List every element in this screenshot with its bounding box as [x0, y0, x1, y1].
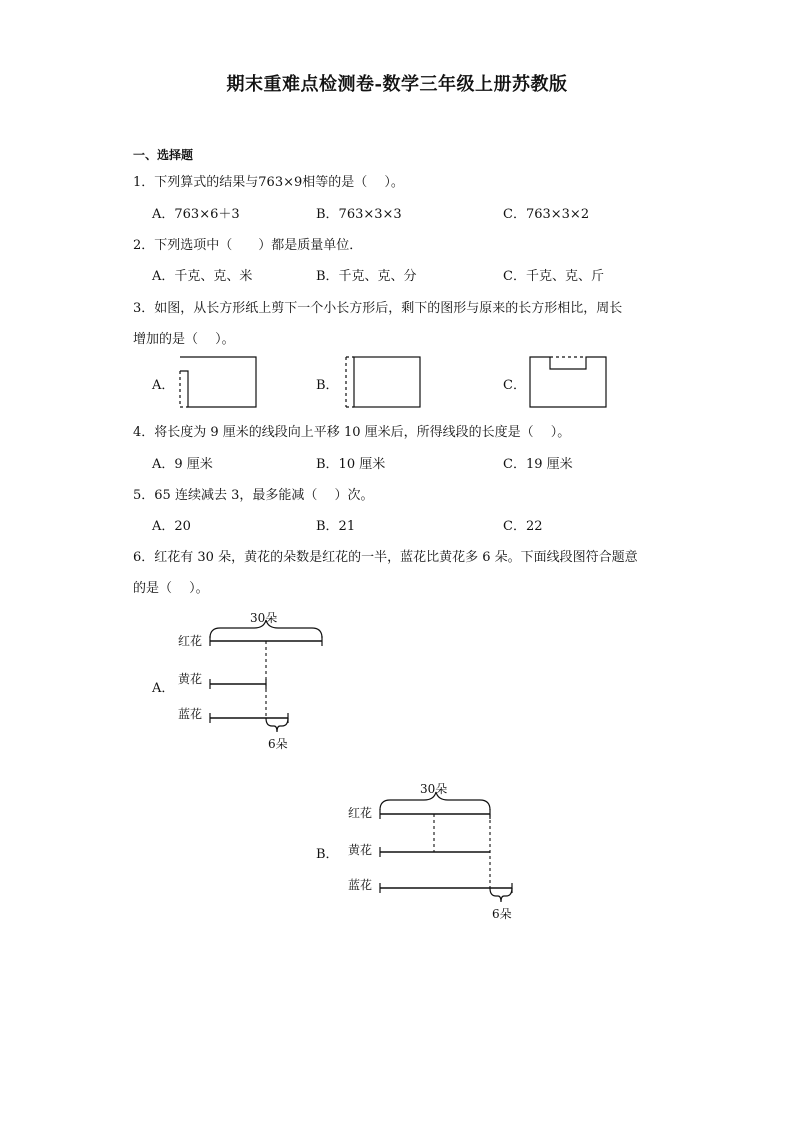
question-4-stem: 4．将长度为 9 厘米的线段向上平移 10 厘米后，所得线段的长度是（ ）。 — [133, 425, 571, 440]
diagram-b-bottom-label: 6朵 — [492, 907, 512, 921]
figure-b-outline — [354, 357, 420, 407]
question-2-option-c[interactable]: C．千克、克、斤 — [503, 269, 604, 284]
diagram-b-top-label: 30朵 — [420, 782, 448, 796]
question-3-option-b[interactable]: B． — [316, 378, 339, 393]
question-3-option-a[interactable]: A． — [152, 378, 175, 393]
question-6-stem-line1: 6．红花有 30 朵，黄花的朵数是红花的一半，蓝花比黄花多 6 朵。下面线段图符合题意 — [133, 550, 638, 565]
question-3-stem-line1: 3．如图，从长方形纸上剪下一个小长方形后，剩下的图形与原来的长方形相比，周长 — [133, 301, 623, 316]
diagram-a-label-red: 红花 — [178, 634, 203, 648]
diagram-a-label-yellow: 黄花 — [178, 672, 203, 686]
question-5-option-b[interactable]: B．21 — [316, 519, 356, 534]
page-title: 期末重难点检测卷-数学三年级上册苏教版 — [226, 74, 568, 95]
diagram-b-label-yellow: 黄花 — [348, 843, 373, 857]
question-1-option-b[interactable]: B．763×3×3 — [316, 207, 402, 222]
question-5-stem: 5．65 连续减去 3，最多能减（ ）次。 — [133, 488, 374, 503]
diagram-b-label-red: 红花 — [348, 806, 373, 820]
question-4-option-a[interactable]: A．9 厘米 — [152, 457, 213, 472]
question-6-option-a[interactable]: A． — [152, 681, 175, 696]
question-1-stem: 1．下列算式的结果与763×9相等的是（ ）。 — [133, 175, 404, 190]
diagram-b-top-brace — [380, 792, 490, 810]
diagram-b-bottom-brace — [490, 888, 512, 902]
diagram-a-top-label: 30朵 — [250, 611, 278, 625]
question-6-diagram-a — [176, 608, 336, 753]
question-4-option-c[interactable]: C．19 厘米 — [503, 457, 573, 472]
diagram-a-bottom-brace — [266, 718, 288, 732]
question-2-stem: 2．下列选项中（ ）都是质量单位． — [133, 238, 363, 253]
question-6-diagram-b — [346, 778, 526, 923]
question-2-option-b[interactable]: B．千克、克、分 — [316, 269, 417, 284]
question-3-figure-a — [176, 355, 260, 409]
question-1-option-c[interactable]: C．763×3×2 — [503, 207, 590, 222]
question-6-option-b[interactable]: B． — [316, 847, 339, 862]
diagram-a-bottom-label: 6朵 — [268, 737, 288, 751]
diagram-a-label-blue: 蓝花 — [178, 707, 203, 721]
figure-c-outline — [530, 357, 606, 407]
figure-a-outline — [180, 357, 256, 407]
section-heading: 一、选择题 — [133, 148, 194, 162]
question-6-stem-line2: 的是（ ）。 — [133, 581, 209, 596]
question-1-option-a[interactable]: A．763×6＋3 — [152, 207, 240, 222]
question-4-option-b[interactable]: B．10 厘米 — [316, 457, 386, 472]
diagram-b-label-blue: 蓝花 — [348, 878, 373, 892]
question-2-option-a[interactable]: A．千克、克、米 — [152, 269, 253, 284]
question-5-option-a[interactable]: A．20 — [152, 519, 191, 534]
question-3-stem-line2: 增加的是（ ）。 — [133, 332, 235, 347]
question-3-figure-b — [340, 355, 424, 409]
question-3-option-c[interactable]: C． — [503, 378, 526, 393]
question-3-figure-c — [526, 355, 610, 409]
question-5-option-c[interactable]: C．22 — [503, 519, 543, 534]
